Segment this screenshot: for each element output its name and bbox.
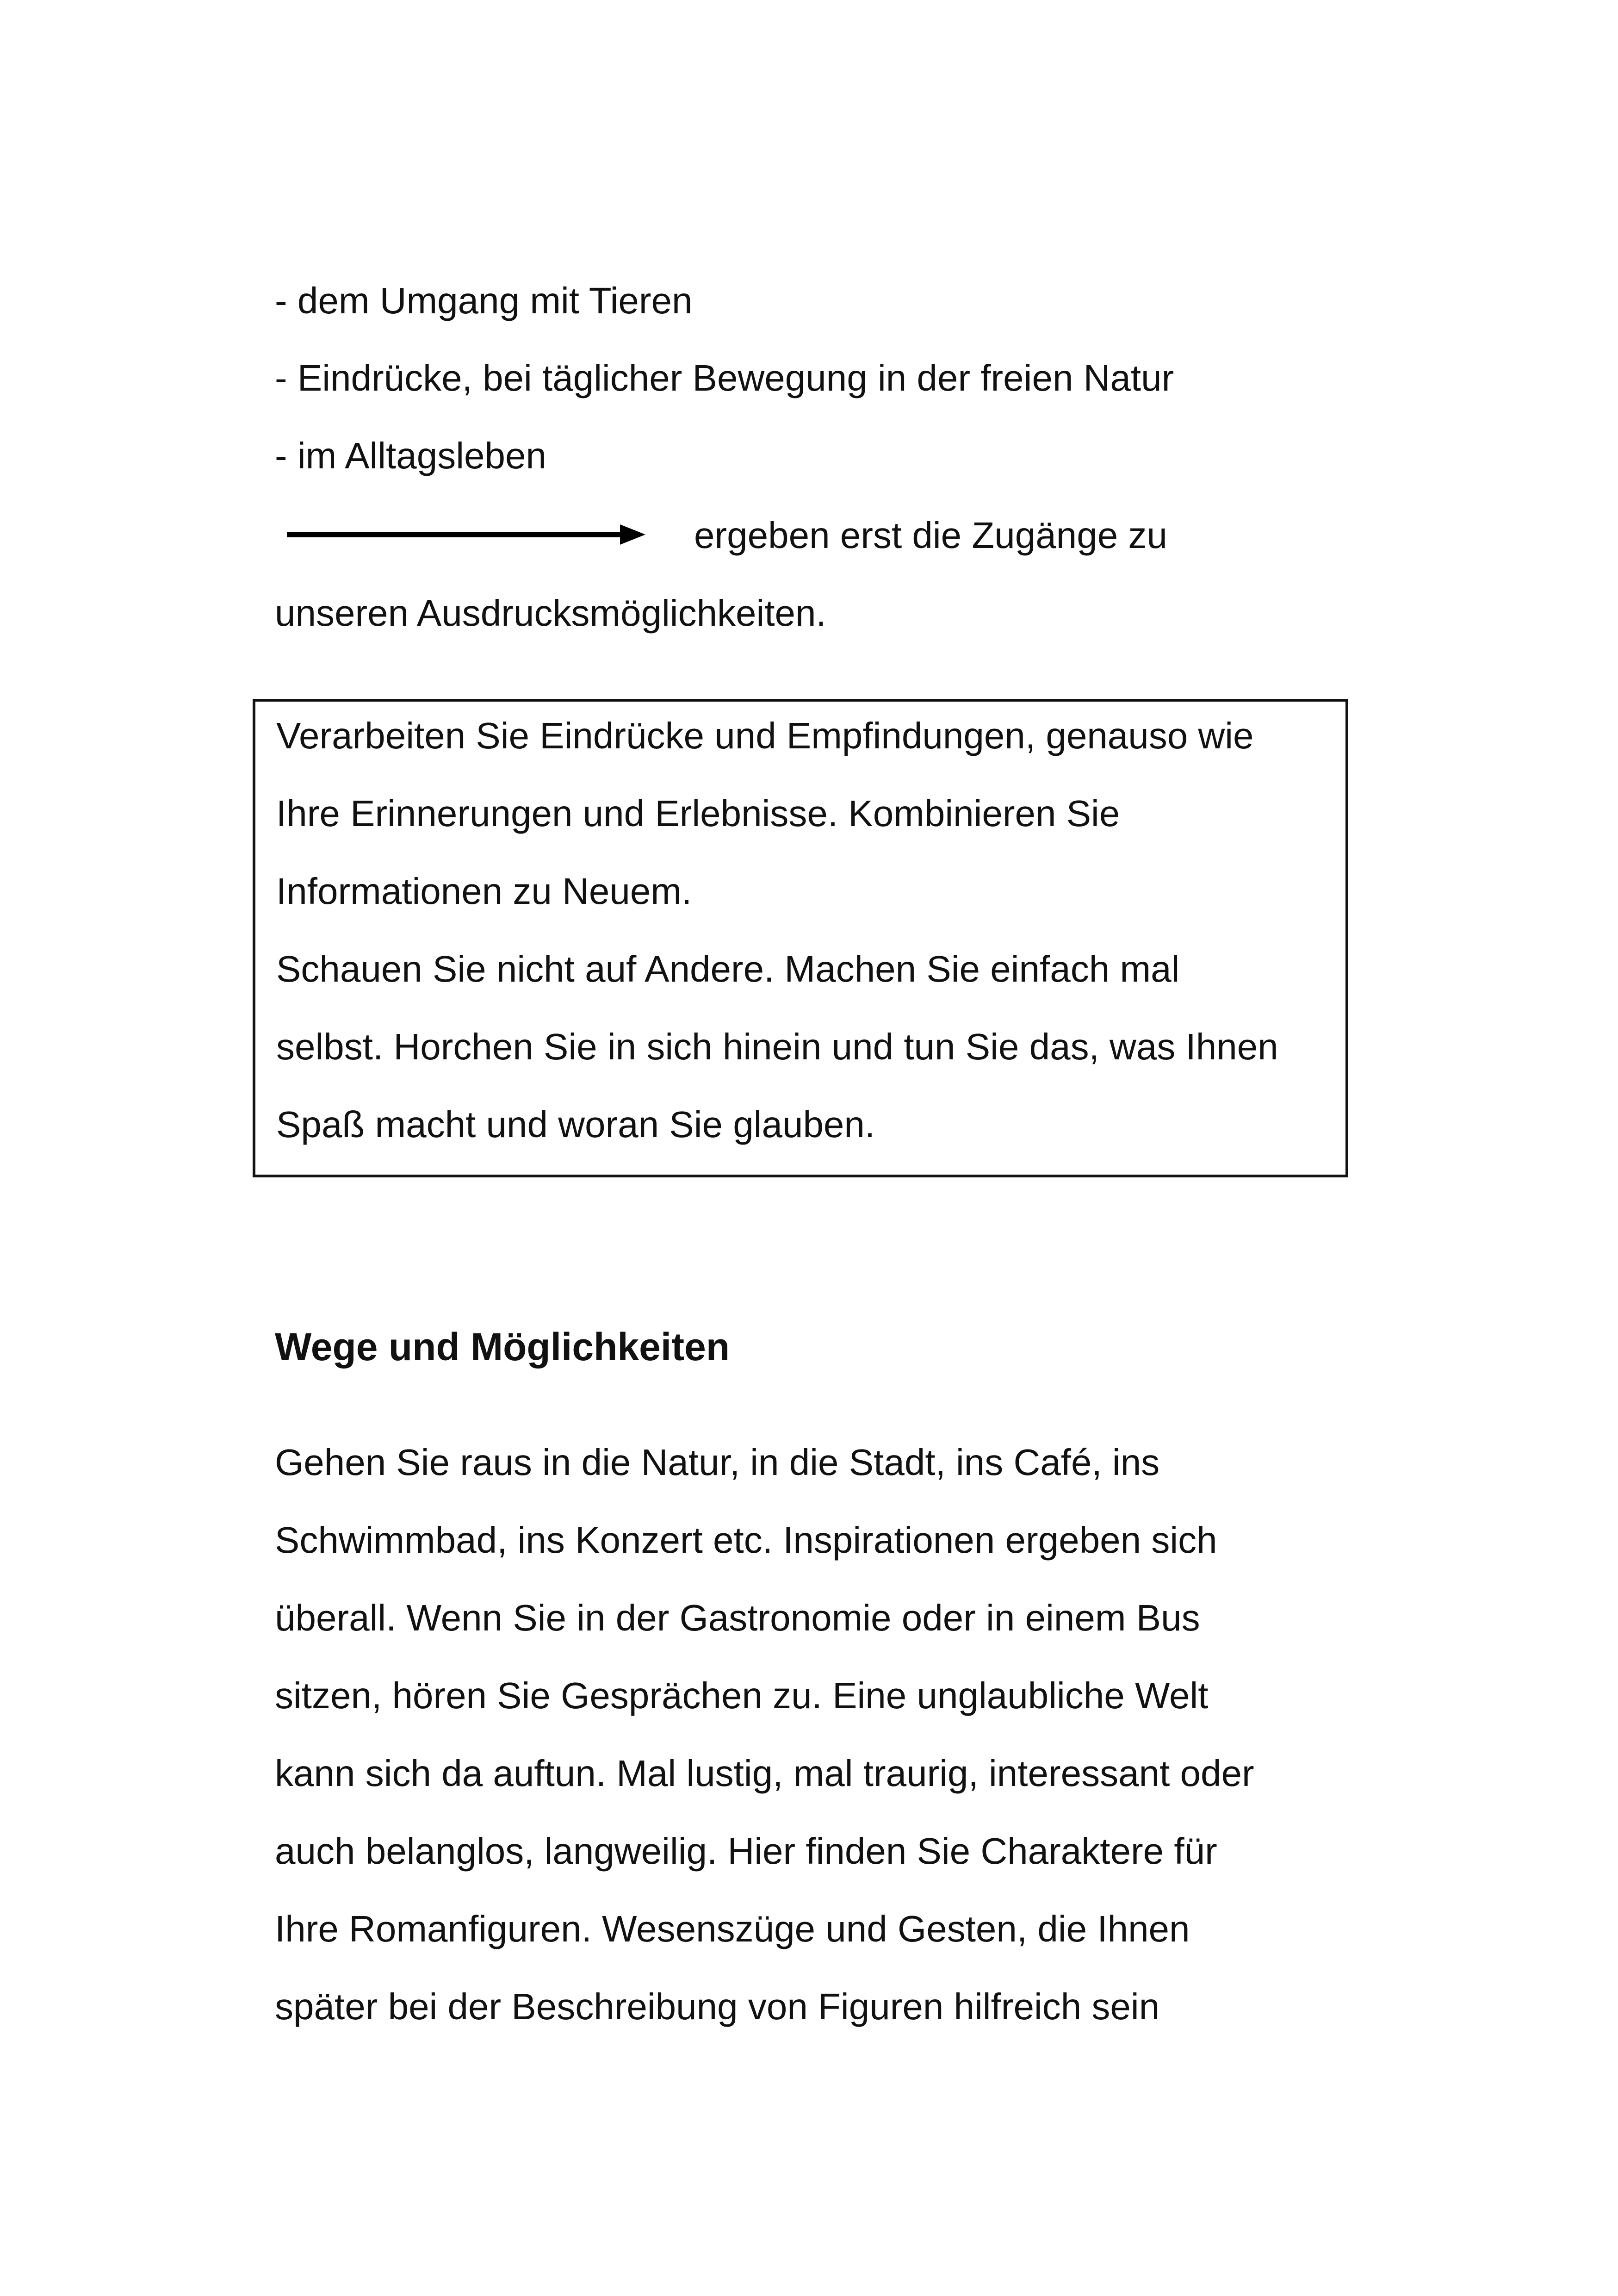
- right-arrow-icon: [287, 521, 648, 548]
- tip-box-line: Schauen Sie nicht auf Andere. Machen Sie einfach mal: [276, 948, 1180, 989]
- section-line: auch belanglos, langweilig. Hier finden Sie Charaktere für: [275, 1830, 1217, 1872]
- section-line: überall. Wenn Sie in der Gastronomie oder in einem Bus: [275, 1597, 1200, 1638]
- section-line: sitzen, hören Sie Gesprächen zu. Eine unglaubliche Welt: [275, 1675, 1209, 1716]
- tip-box-line: Informationen zu Neuem.: [276, 871, 692, 912]
- intro-list-item: - dem Umgang mit Tieren: [275, 280, 693, 321]
- tip-box-line: Spaß macht und woran Sie glauben.: [276, 1104, 875, 1145]
- tip-box-line: selbst. Horchen Sie in sich hinein und tun Sie das, was Ihnen: [276, 1026, 1278, 1067]
- section-line: später bei der Beschreibung von Figuren hilfreich sein: [275, 1986, 1160, 2027]
- tip-box-line: Verarbeiten Sie Eindrücke und Empfindungen, genauso wie: [276, 715, 1254, 756]
- section-line: Ihre Romanfiguren. Wesenszüge und Gesten, die Ihnen: [275, 1908, 1190, 1949]
- tip-box: [253, 699, 1348, 1177]
- intro-list-item: - im Alltagsleben: [275, 435, 546, 476]
- tip-box-line: Ihre Erinnerungen und Erlebnisse. Kombinieren Sie: [276, 793, 1120, 834]
- arrow-continuation-text: unseren Ausdrucksmöglichkeiten.: [275, 592, 826, 634]
- section-line: Schwimmbad, ins Konzert etc. Inspirationen ergeben sich: [275, 1519, 1217, 1561]
- section-heading: Wege und Möglichkeiten: [275, 1325, 730, 1369]
- section-line: Gehen Sie raus in die Natur, in die Stadt, ins Café, ins: [275, 1442, 1160, 1483]
- section-line: kann sich da auftun. Mal lustig, mal traurig, interessant oder: [275, 1753, 1254, 1794]
- arrow-result-text: ergeben erst die Zugänge zu: [694, 515, 1167, 556]
- intro-list-item: - Eindrücke, bei täglicher Bewegung in der freien Natur: [275, 357, 1174, 398]
